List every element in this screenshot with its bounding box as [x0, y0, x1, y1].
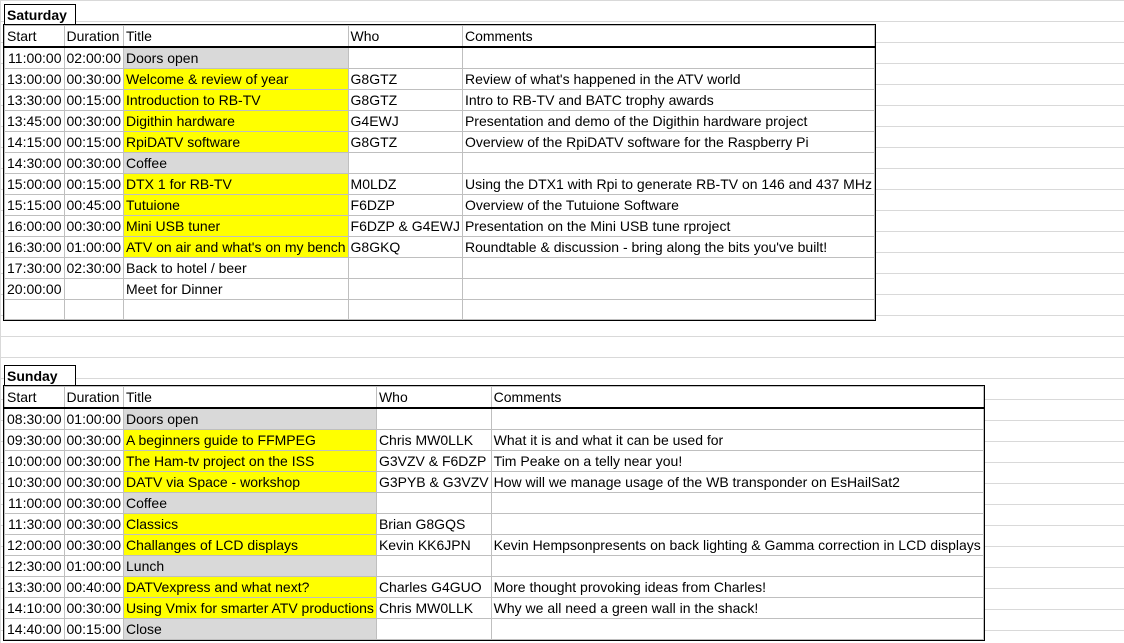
table-row — [5, 237, 875, 258]
cell-duration[interactable]: 00:30:00 — [64, 69, 124, 90]
cell-comments[interactable]: Roundtable & discussion - bring along the bits you've built! — [462, 237, 874, 258]
cell-duration[interactable]: 00:15:00 — [64, 90, 124, 111]
table-row — [5, 451, 984, 472]
sunday-rows — [5, 408, 984, 640]
cell-who[interactable]: G8GTZ — [348, 90, 462, 111]
cell-comments[interactable] — [491, 408, 983, 430]
cell-duration[interactable]: 01:00:00 — [64, 237, 124, 258]
sunday-table — [4, 386, 984, 640]
saturday-table — [4, 25, 875, 320]
table-row — [5, 195, 875, 216]
cell-start[interactable] — [5, 300, 65, 320]
cell-title[interactable]: Mini USB tuner — [124, 216, 349, 237]
cell-start[interactable]: 14:10:00 — [5, 598, 65, 619]
table-row — [5, 279, 875, 300]
cell-title[interactable]: DATVexpress and what next? — [124, 577, 377, 598]
header-comments[interactable]: Comments — [462, 26, 874, 48]
saturday-rows — [5, 47, 875, 320]
cell-duration[interactable]: 00:30:00 — [64, 153, 124, 174]
cell-who[interactable]: Charles G4GUO — [376, 577, 491, 598]
cell-title[interactable]: A beginners guide to FFMPEG — [124, 430, 377, 451]
cell-comments[interactable] — [462, 279, 874, 300]
table-row — [5, 493, 984, 514]
header-comments[interactable]: Comments — [491, 387, 983, 409]
cell-start[interactable]: 16:00:00 — [5, 216, 65, 237]
table-row — [5, 258, 875, 279]
cell-duration[interactable]: 00:30:00 — [64, 430, 124, 451]
cell-title[interactable]: The Ham-tv project on the ISS — [124, 451, 377, 472]
cell-comments[interactable] — [462, 47, 874, 69]
cell-who[interactable]: G8GTZ — [348, 69, 462, 90]
cell-start[interactable]: 16:30:00 — [5, 237, 65, 258]
header-title[interactable]: Title — [124, 387, 377, 409]
cell-comments[interactable]: What it is and what it can be used for — [491, 430, 983, 451]
cell-who[interactable] — [348, 47, 462, 69]
cell-who[interactable] — [376, 408, 491, 430]
table-row — [5, 216, 875, 237]
cell-title[interactable]: DTX 1 for RB-TV — [124, 174, 349, 195]
cell-who[interactable]: M0LDZ — [348, 174, 462, 195]
cell-title[interactable]: Lunch — [124, 556, 377, 577]
header-start[interactable]: Start — [5, 387, 65, 409]
cell-duration[interactable]: 00:30:00 — [64, 598, 124, 619]
cell-start[interactable]: 10:00:00 — [5, 451, 65, 472]
cell-duration[interactable] — [64, 300, 124, 320]
cell-comments[interactable]: How will we manage usage of the WB transponder on EsHailSat2 — [491, 472, 983, 493]
table-row — [5, 300, 875, 320]
cell-title[interactable]: Classics — [124, 514, 377, 535]
cell-start[interactable]: 15:15:00 — [5, 195, 65, 216]
cell-who[interactable]: G4EWJ — [348, 111, 462, 132]
cell-duration[interactable]: 00:15:00 — [64, 132, 124, 153]
cell-who[interactable] — [376, 493, 491, 514]
sunday-label[interactable]: Sunday — [4, 365, 76, 385]
cell-duration[interactable]: 00:40:00 — [64, 577, 124, 598]
table-row — [5, 111, 875, 132]
cell-comments[interactable]: Why we all need a green wall in the shack! — [491, 598, 983, 619]
cell-start[interactable]: 14:15:00 — [5, 132, 65, 153]
cell-comments[interactable] — [462, 300, 874, 320]
cell-title[interactable]: Meet for Dinner — [124, 279, 349, 300]
cell-start[interactable]: 14:30:00 — [5, 153, 65, 174]
cell-who[interactable]: F6DZP & G4EWJ — [348, 216, 462, 237]
cell-title[interactable]: Back to hotel / beer — [124, 258, 349, 279]
cell-title[interactable]: Tutuione — [124, 195, 349, 216]
cell-comments[interactable] — [462, 153, 874, 174]
cell-start[interactable]: 15:00:00 — [5, 174, 65, 195]
header-title[interactable]: Title — [124, 26, 349, 48]
cell-title[interactable]: Doors open — [124, 47, 349, 69]
cell-comments[interactable]: Review of what's happened in the ATV world — [462, 69, 874, 90]
table-row — [5, 556, 984, 577]
cell-title[interactable]: Close — [124, 619, 377, 640]
header-row — [5, 387, 984, 409]
cell-who[interactable]: G3PYB & G3VZV — [376, 472, 491, 493]
cell-title[interactable]: Introduction to RB-TV — [124, 90, 349, 111]
cell-comments[interactable]: Presentation on the Mini USB tune rproject — [462, 216, 874, 237]
cell-start[interactable]: 20:00:00 — [5, 279, 65, 300]
cell-who[interactable] — [376, 619, 491, 640]
table-row — [5, 132, 875, 153]
table-row — [5, 90, 875, 111]
cell-title[interactable]: Coffee — [124, 153, 349, 174]
cell-title[interactable]: Welcome & review of year — [124, 69, 349, 90]
cell-duration[interactable]: 00:30:00 — [64, 111, 124, 132]
table-row — [5, 153, 875, 174]
cell-duration[interactable]: 02:30:00 — [64, 258, 124, 279]
cell-duration[interactable]: 00:30:00 — [64, 493, 124, 514]
cell-title[interactable] — [124, 300, 349, 320]
cell-title[interactable]: Using Vmix for smarter ATV productions — [124, 598, 377, 619]
table-row — [5, 174, 875, 195]
cell-duration[interactable]: 01:00:00 — [64, 556, 124, 577]
cell-duration[interactable]: 02:00:00 — [64, 47, 124, 69]
cell-start[interactable]: 13:45:00 — [5, 111, 65, 132]
table-row — [5, 408, 984, 430]
header-start[interactable]: Start — [5, 26, 65, 48]
cell-who[interactable]: Kevin KK6JPN — [376, 535, 491, 556]
cell-start[interactable]: 09:30:00 — [5, 430, 65, 451]
header-row — [5, 26, 875, 48]
cell-start[interactable]: 11:00:00 — [5, 47, 65, 69]
cell-comments[interactable]: Using the DTX1 with Rpi to generate RB-TV on 146 and 437 MHz — [462, 174, 874, 195]
table-row — [5, 535, 984, 556]
cell-comments[interactable] — [491, 514, 983, 535]
table-row — [5, 430, 984, 451]
cell-who[interactable]: G3VZV & F6DZP — [376, 451, 491, 472]
cell-comments[interactable]: Presentation and demo of the Digithin hardware project — [462, 111, 874, 132]
cell-comments[interactable]: Tim Peake on a telly near you! — [491, 451, 983, 472]
cell-start[interactable]: 13:30:00 — [5, 577, 65, 598]
cell-title[interactable]: Coffee — [124, 493, 377, 514]
cell-who[interactable] — [348, 258, 462, 279]
cell-duration[interactable]: 00:15:00 — [64, 619, 124, 640]
cell-comments[interactable]: Intro to RB-TV and BATC trophy awards — [462, 90, 874, 111]
cell-comments[interactable] — [462, 258, 874, 279]
cell-title[interactable]: Challanges of LCD displays — [124, 535, 377, 556]
cell-start[interactable]: 10:30:00 — [5, 472, 65, 493]
cell-start[interactable]: 11:30:00 — [5, 514, 65, 535]
cell-duration[interactable]: 00:30:00 — [64, 472, 124, 493]
cell-who[interactable] — [376, 556, 491, 577]
saturday-label[interactable]: Saturday — [4, 4, 76, 24]
cell-comments[interactable]: Overview of the Tutuione Software — [462, 195, 874, 216]
cell-start[interactable]: 17:30:00 — [5, 258, 65, 279]
cell-duration[interactable]: 00:30:00 — [64, 514, 124, 535]
header-duration[interactable]: Duration — [64, 387, 124, 409]
cell-who[interactable] — [348, 300, 462, 320]
table-row — [5, 69, 875, 90]
cell-who[interactable]: Chris MW0LLK — [376, 598, 491, 619]
cell-comments[interactable] — [491, 556, 983, 577]
cell-start[interactable]: 14:40:00 — [5, 619, 65, 640]
cell-start[interactable]: 13:00:00 — [5, 69, 65, 90]
cell-title[interactable]: Doors open — [124, 408, 377, 430]
table-row — [5, 472, 984, 493]
table-row — [5, 598, 984, 619]
cell-duration[interactable]: 00:15:00 — [64, 174, 124, 195]
cell-duration[interactable]: 00:30:00 — [64, 535, 124, 556]
cell-comments[interactable]: Kevin Hempsonpresents on back lighting & Gamma correction in LCD displays — [491, 535, 983, 556]
table-row — [5, 619, 984, 640]
cell-comments[interactable] — [491, 619, 983, 640]
cell-duration[interactable]: 00:30:00 — [64, 216, 124, 237]
cell-duration[interactable]: 00:30:00 — [64, 451, 124, 472]
cell-who[interactable] — [348, 153, 462, 174]
header-duration[interactable]: Duration — [64, 26, 124, 48]
cell-title[interactable]: RpiDATV software — [124, 132, 349, 153]
header-who[interactable]: Who — [348, 26, 462, 48]
cell-duration[interactable] — [64, 279, 124, 300]
cell-who[interactable]: G8GTZ — [348, 132, 462, 153]
cell-start[interactable]: 11:00:00 — [5, 493, 65, 514]
cell-comments[interactable] — [491, 493, 983, 514]
cell-start[interactable]: 12:30:00 — [5, 556, 65, 577]
cell-title[interactable]: Digithin hardware — [124, 111, 349, 132]
cell-title[interactable]: DATV via Space - workshop — [124, 472, 377, 493]
cell-comments[interactable]: More thought provoking ideas from Charles! — [491, 577, 983, 598]
cell-duration[interactable]: 01:00:00 — [64, 408, 124, 430]
table-row — [5, 577, 984, 598]
cell-start[interactable]: 12:00:00 — [5, 535, 65, 556]
cell-who[interactable]: G8GKQ — [348, 237, 462, 258]
cell-comments[interactable]: Overview of the RpiDATV software for the Raspberry Pi — [462, 132, 874, 153]
cell-start[interactable]: 13:30:00 — [5, 90, 65, 111]
cell-duration[interactable]: 00:45:00 — [64, 195, 124, 216]
cell-who[interactable] — [348, 279, 462, 300]
cell-who[interactable]: Brian G8GQS — [376, 514, 491, 535]
cell-who[interactable]: Chris MW0LLK — [376, 430, 491, 451]
table-row — [5, 514, 984, 535]
cell-who[interactable]: F6DZP — [348, 195, 462, 216]
cell-start[interactable]: 08:30:00 — [5, 408, 65, 430]
header-who[interactable]: Who — [376, 387, 491, 409]
cell-title[interactable]: ATV on air and what's on my bench — [124, 237, 349, 258]
table-row — [5, 47, 875, 69]
